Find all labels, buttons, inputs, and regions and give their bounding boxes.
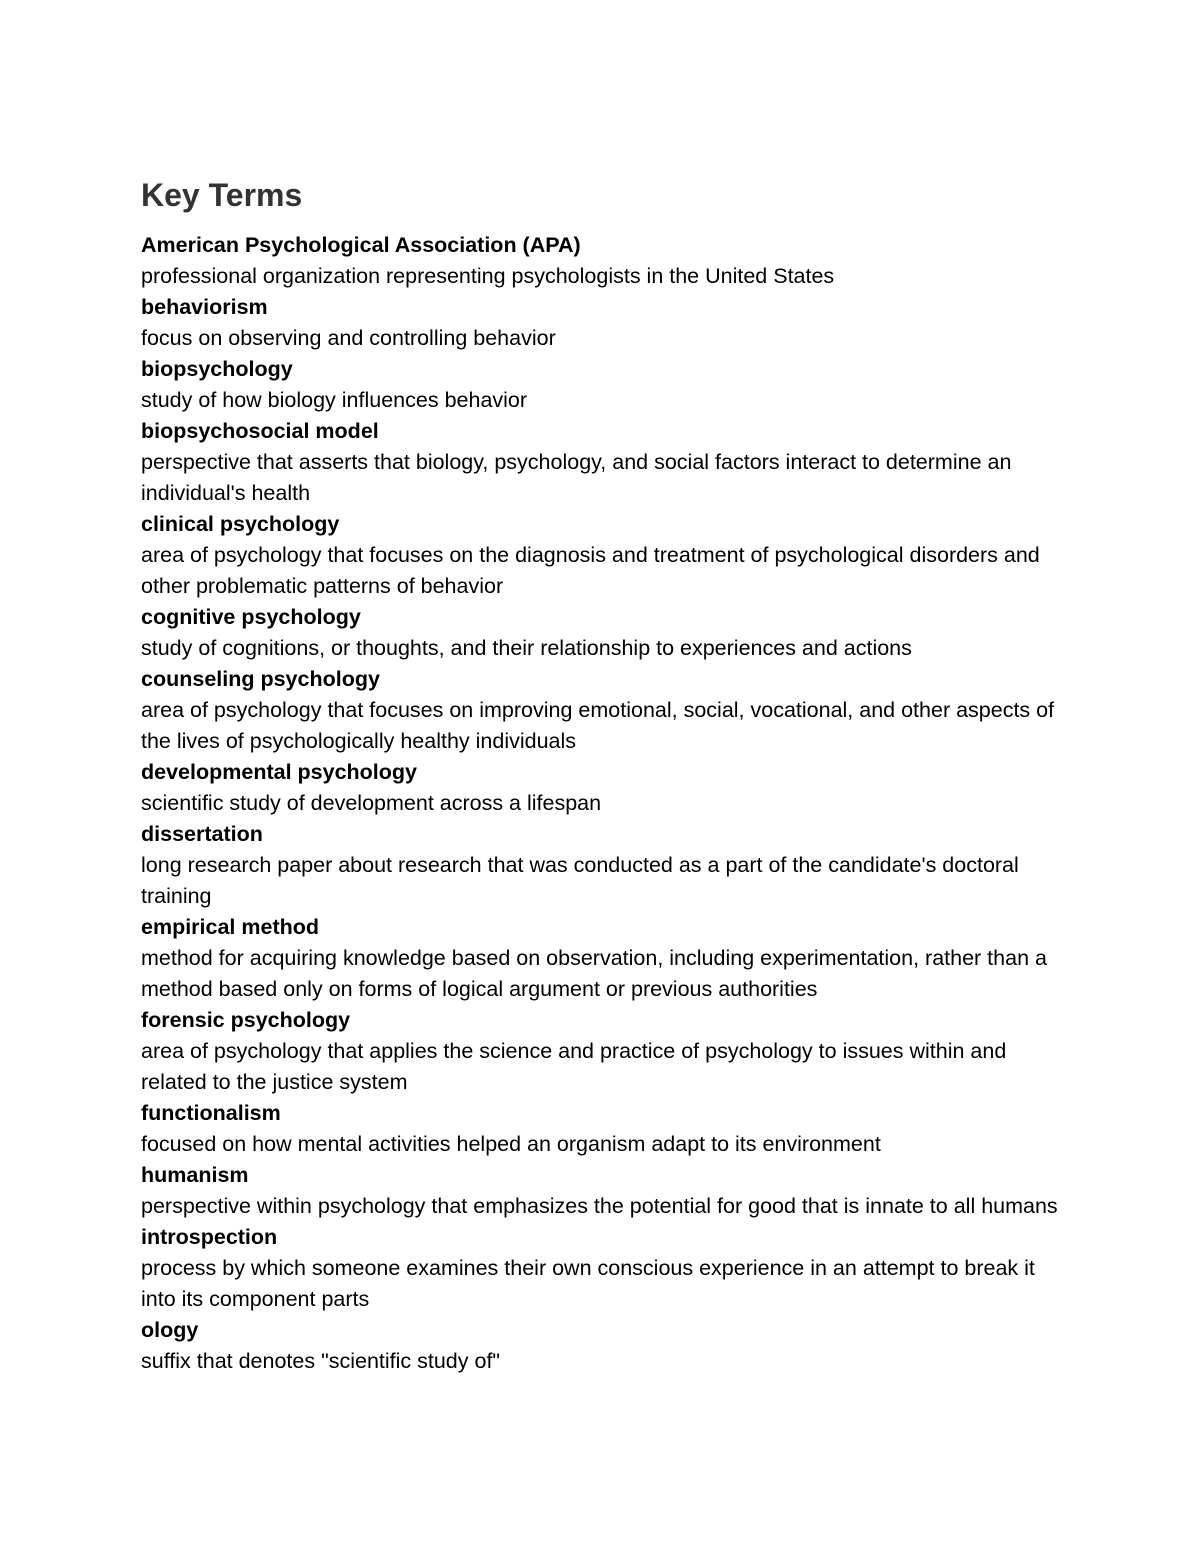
term-definition: long research paper about research that was conducted as a part of the candidate's doctoral training	[141, 853, 1019, 908]
term-heading: behaviorism	[141, 295, 268, 319]
term-definition: process by which someone examines their own conscious experience in an attempt to break it into its component parts	[141, 1256, 1035, 1311]
term-definition: study of how biology influences behavior	[141, 388, 528, 412]
term-definition: method for acquiring knowledge based on observation, including experimentation, rather than a method based only on forms of logical argument or previous authorities	[141, 946, 1047, 1001]
term-heading: counseling psychology	[141, 667, 380, 691]
term-definition: focus on observing and controlling behavior	[141, 326, 556, 350]
term-definition: study of cognitions, or thoughts, and their relationship to experiences and actions	[141, 636, 912, 660]
term-heading: biopsychology	[141, 357, 293, 381]
term-heading: biopsychosocial model	[141, 419, 379, 443]
term-definition: focused on how mental activities helped an organism adapt to its environment	[141, 1132, 881, 1156]
term-heading: American Psychological Association (APA)	[141, 233, 581, 257]
term-definition: scientific study of development across a lifespan	[141, 791, 602, 815]
term-heading: developmental psychology	[141, 760, 417, 784]
term-definition: area of psychology that applies the science and practice of psychology to issues within and related to the justice system	[141, 1039, 1007, 1094]
term-definition: perspective that asserts that biology, psychology, and social factors interact to determine an individual's health	[141, 450, 1012, 505]
term-heading: empirical method	[141, 915, 320, 939]
term-heading: forensic psychology	[141, 1008, 351, 1032]
term-definition: suffix that denotes "scientific study of"	[141, 1349, 501, 1373]
term-heading: clinical psychology	[141, 512, 340, 536]
term-heading: functionalism	[141, 1101, 281, 1125]
page-title: Key Terms	[141, 177, 303, 213]
term-list	[141, 230, 1071, 1377]
term-definition: area of psychology that focuses on improving emotional, social, vocational, and other aspects of the lives of psychologically healthy individuals	[141, 698, 1055, 753]
term-definition: area of psychology that focuses on the diagnosis and treatment of psychological disorders and other problematic patterns of behavior	[141, 543, 1040, 598]
term-heading: ology	[141, 1318, 199, 1342]
term-definition: professional organization representing psychologists in the United States	[141, 264, 835, 288]
term-heading: cognitive psychology	[141, 605, 361, 629]
document-page	[141, 174, 1071, 1377]
term-heading: introspection	[141, 1225, 278, 1249]
term-heading: humanism	[141, 1163, 249, 1187]
term-heading: dissertation	[141, 822, 263, 846]
term-definition: perspective within psychology that emphasizes the potential for good that is innate to all humans	[141, 1194, 1058, 1218]
